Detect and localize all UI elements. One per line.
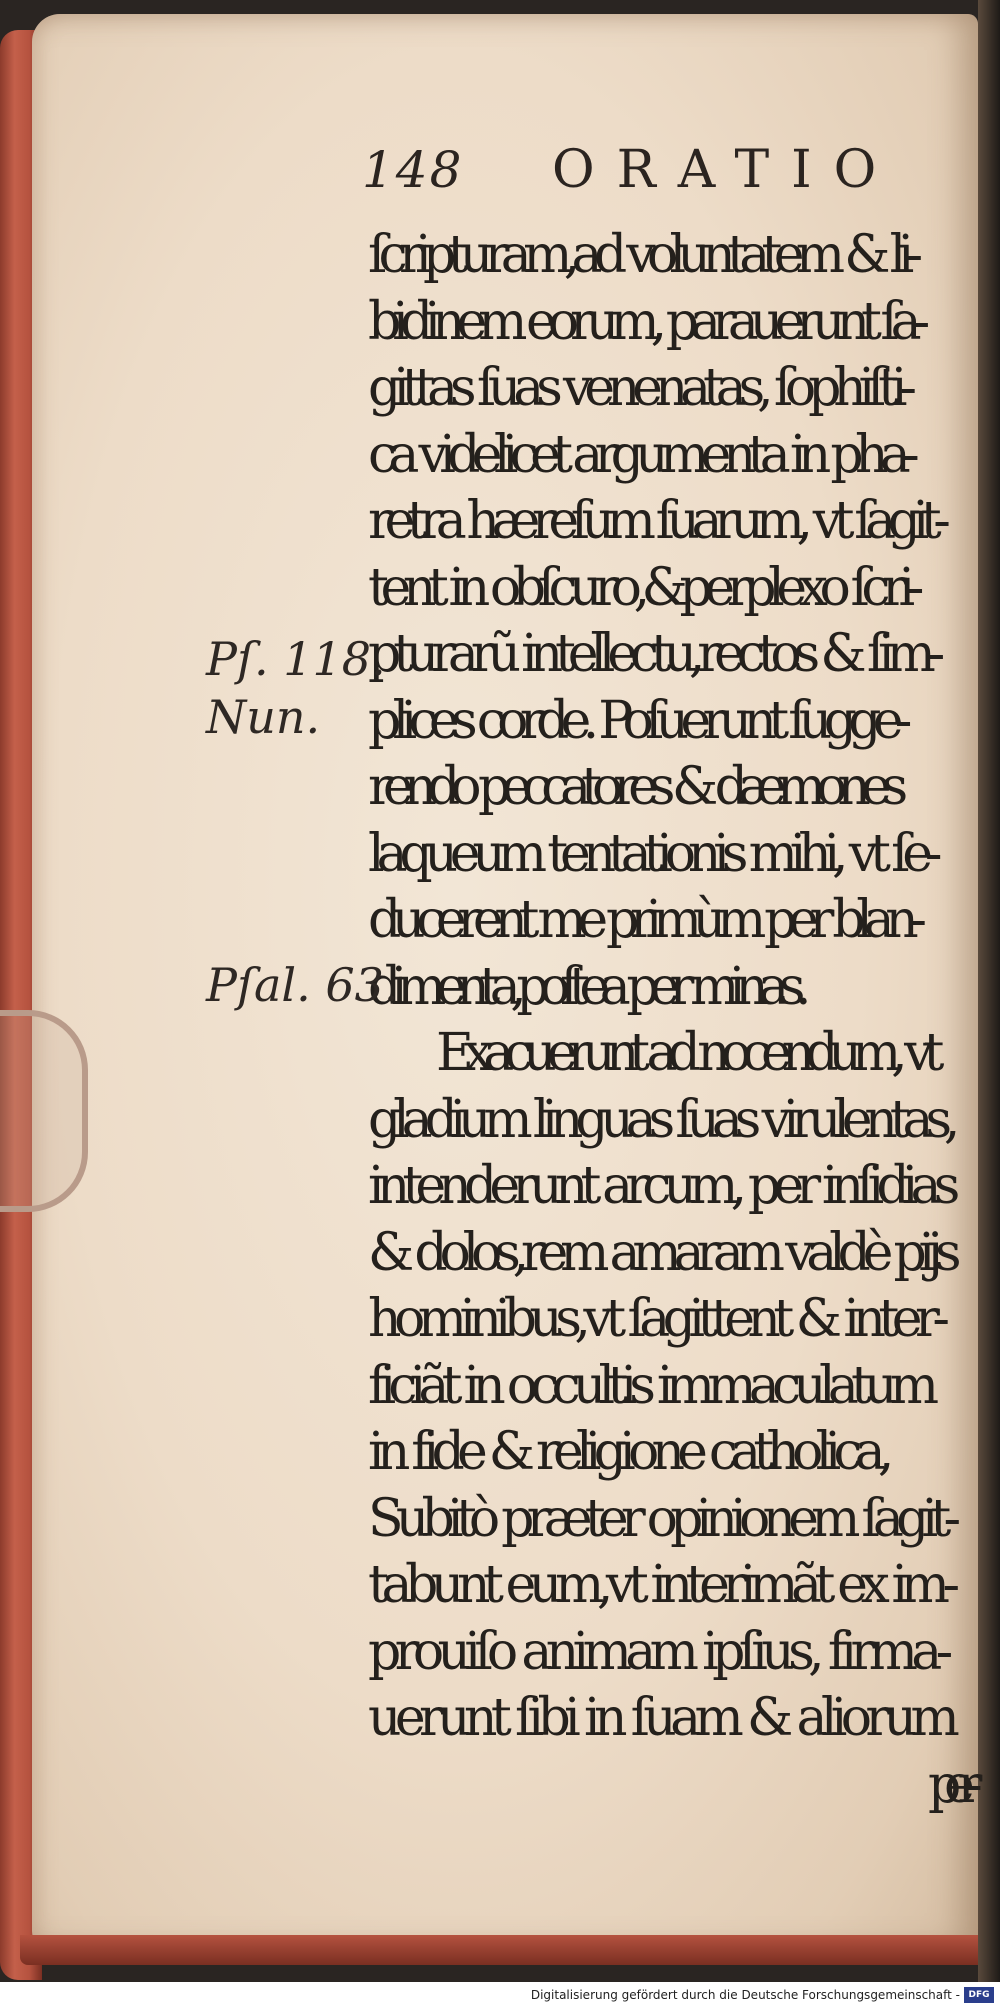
text-line: dimenta,poſtea per minas. [368, 956, 802, 1017]
page-header [362, 140, 898, 200]
text-line: plices corde. Poſuerunt ſugge- [368, 690, 904, 751]
text-line: uerunt ſibi in ſuam & aliorum [368, 1688, 954, 1748]
text-line: ducerent me primùm per blan- [368, 890, 918, 950]
margin-note: Nun. [206, 690, 321, 744]
catchword: per- [928, 1754, 966, 1815]
body-text [368, 222, 966, 1818]
text-line: gladium linguas ſuas virulentas, [368, 1089, 953, 1150]
text-line: ficiãt in occultis immaculatum [368, 1355, 932, 1416]
text-line: bidinem eorum, parauerunt ſa- [368, 291, 922, 352]
book-edge-right [978, 0, 1000, 1982]
dfg-logo: DFG [964, 1987, 994, 2003]
text-line: ca videlicet argumenta in pha- [368, 424, 911, 485]
book-edge-bottom [20, 1935, 995, 1965]
margin-note: Pſal. 63. [206, 958, 399, 1012]
text-line: in fide & religione catholica, [368, 1422, 887, 1482]
text-line: Exacuerunt ad nocendum, vt [436, 1023, 935, 1083]
running-title: ORATIO [551, 140, 899, 200]
text-line: intenderunt arcum, per inſidias [368, 1156, 953, 1216]
margin-note: Pſ. 118. [206, 632, 386, 686]
text-line: & dolos,rem amaram valdè pijs [368, 1222, 954, 1283]
footer-credit: Digitalisierung gefördert durch die Deutsche Forschungsgemeinschaft - [530, 1988, 960, 2002]
clasp-loop [0, 1010, 88, 1212]
text-line: retra hæreſum ſuarum, vt ſagit- [368, 491, 943, 551]
text-line: prouiſo animam ipſius, firma- [368, 1621, 947, 1682]
text-line: ſcripturam,ad voluntatem & li- [368, 225, 915, 285]
footer-bar [0, 1982, 1000, 2009]
text-line: pturarũ intellectu,rectos & ſim- [368, 624, 938, 684]
text-line: laqueum tentationis mihi, vt ſe- [368, 823, 935, 884]
page-number: 148 [362, 141, 464, 199]
text-line: gittas ſuas venenatas, ſophiſti- [368, 358, 909, 418]
text-line: Subitò præter opinionem ſagit- [368, 1488, 954, 1549]
text-line: tent in obſcuro,&perplexo ſcri- [368, 557, 916, 618]
text-line: tabunt eum,vt interimãt ex im- [368, 1555, 953, 1615]
text-line: hominibus,vt ſagittent & inter- [368, 1289, 943, 1349]
text-line: rendo peccatores & dæmones [368, 757, 899, 817]
